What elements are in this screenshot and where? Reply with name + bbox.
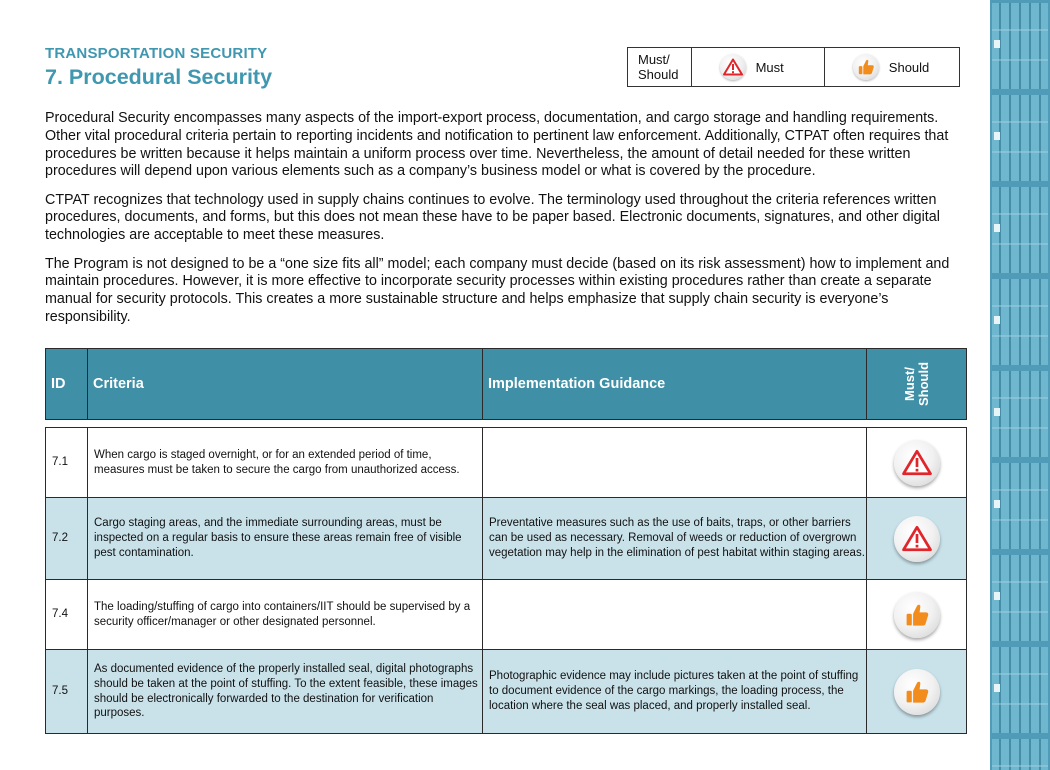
paragraph: The Program is not designed to be a “one size fits all” model; each company must decide (based on its risk assessment) how to implement and maintain procedures. However, it is more effective to incorporate security processes within existing procedures rather than create a separate manual for security protocols. This creates a more sustainable structure and helps emphasize that supply chain security is everyone’s responsibility. xyxy=(45,255,950,325)
shipping-containers-image xyxy=(990,0,1050,770)
warning-triangle-icon xyxy=(894,440,940,486)
row-guidance: Preventative measures such as the use of baits, traps, or other barriers can be used as necessary. Removal of weeds or reduction of overgrown vegetation may help in the elimination of pest habitat within staging areas. xyxy=(483,498,867,580)
row-guidance: Photographic evidence may include pictures taken at the point of stuffing to document evidence of the cargo markings, the loading process, the location where the seal was placed, and properly installed seal. xyxy=(483,650,867,734)
table-row xyxy=(46,580,967,650)
row-guidance xyxy=(483,580,867,650)
row-must-should xyxy=(867,650,967,734)
row-id: 7.1 xyxy=(46,428,88,498)
paragraph: CTPAT recognizes that technology used in supply chains continues to evolve. The terminology used throughout the criteria references written procedures, documents, and forms, but this does not mean these have to be paper based. Electronic documents, signatures, and other digital technologies are acceptable to meet these measures. xyxy=(45,191,940,244)
legend-must xyxy=(692,48,825,86)
intro-text xyxy=(45,110,960,337)
header-must-should-label: Must/ Should xyxy=(901,361,931,407)
warning-triangle-icon xyxy=(720,54,746,80)
header-must-should xyxy=(867,349,967,420)
row-criteria: As documented evidence of the properly installed seal, digital photographs should be taken at the point of stuffing. To the extent feasible, these images should be electronically forwarded to the destination for verification purposes. xyxy=(88,650,483,734)
thumbs-up-icon xyxy=(894,592,940,638)
legend-label: Must/ Should xyxy=(628,48,692,86)
warning-triangle-icon xyxy=(894,516,940,562)
row-guidance xyxy=(483,428,867,498)
legend xyxy=(627,47,960,87)
header-id: ID xyxy=(46,349,88,420)
thumbs-up-icon xyxy=(853,54,879,80)
row-must-should xyxy=(867,428,967,498)
table-row xyxy=(46,498,967,580)
paragraph: Procedural Security encompasses many aspects of the import-export process, documentation, and cargo storage and handling requirements. Other vital procedural criteria pertain to reporting incidents and notification to pertinent law enforcement. Additionally, CTPAT often requires that procedures be written because it helps maintain a uniform process over time. Nevertheless, the amount of detail needed for these written procedures will depend upon various elements such as a company’s business model or what is covered by the procedure. xyxy=(45,110,949,180)
table-row xyxy=(46,650,967,734)
legend-should xyxy=(825,48,959,86)
header-guidance: Implementation Guidance xyxy=(483,349,867,420)
section-label: TRANSPORTATION SECURITY xyxy=(45,45,268,62)
thumbs-up-icon xyxy=(894,669,940,715)
header-criteria: Criteria xyxy=(88,349,483,420)
row-criteria: Cargo staging areas, and the immediate surrounding areas, must be inspected on a regular basis to ensure these areas remain free of visible pest contamination. xyxy=(88,498,483,580)
row-id: 7.2 xyxy=(46,498,88,580)
row-id: 7.5 xyxy=(46,650,88,734)
table-header-row xyxy=(46,349,967,420)
criteria-table xyxy=(45,348,967,734)
row-criteria: The loading/stuffing of cargo into containers/IIT should be supervised by a security officer/manager or other designated personnel. xyxy=(88,580,483,650)
row-must-should xyxy=(867,498,967,580)
legend-should-label: Should xyxy=(888,59,930,75)
page-title: 7. Procedural Security xyxy=(45,65,273,89)
row-id: 7.4 xyxy=(46,580,88,650)
legend-must-label: Must xyxy=(755,59,784,75)
row-must-should xyxy=(867,580,967,650)
table-row xyxy=(46,428,967,498)
row-criteria: When cargo is staged overnight, or for an extended period of time, measures must be taken to secure the cargo from unauthorized access. xyxy=(88,428,483,498)
